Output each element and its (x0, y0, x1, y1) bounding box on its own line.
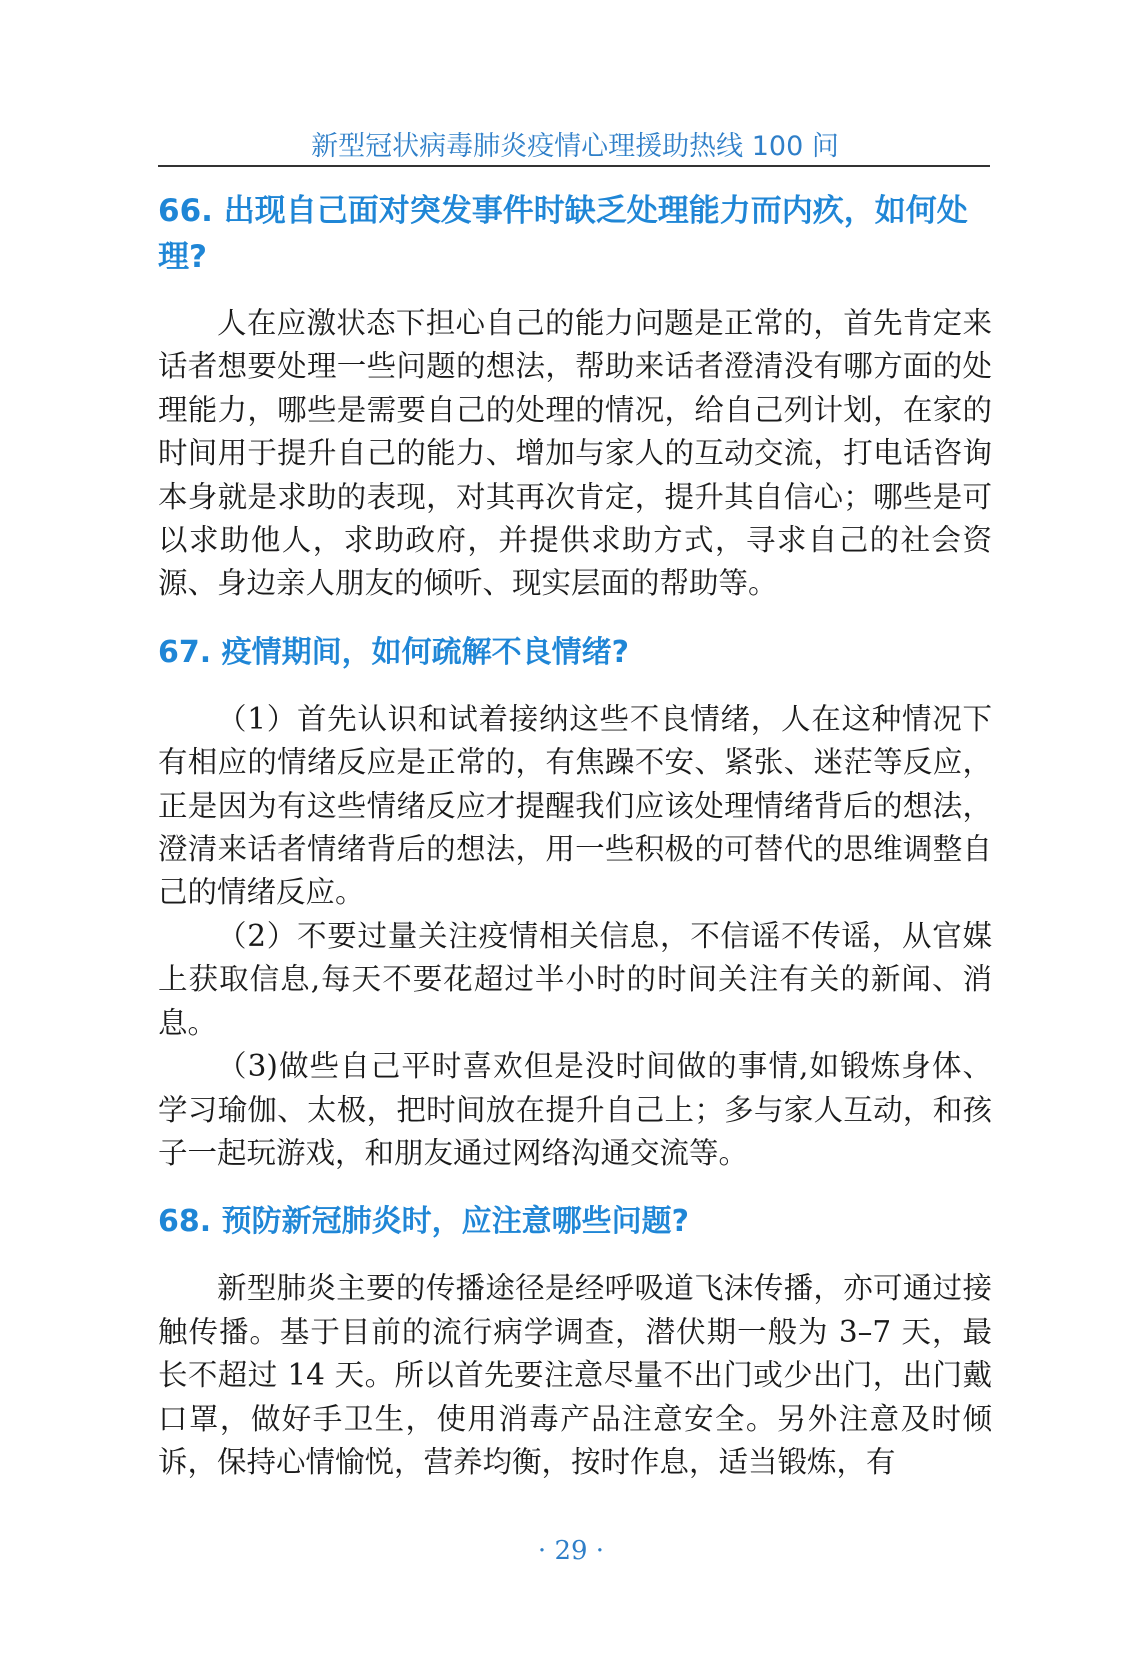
header-divider (158, 165, 990, 167)
answer-67-paragraph-2: （2）不要过量关注疫情相关信息，不信谣不传谣，从官媒上获取信息,每天不要花超过半小时的时间关注有关的新闻、消息。 (158, 918, 992, 1040)
page-body (158, 188, 992, 1484)
answer-67-paragraph-3: （3)做些自己平时喜欢但是没时间做的事情,如锻炼身体、学习瑜伽、太极，把时间放在提升自己上；多与家人互动，和孩子一起玩游戏，和朋友通过网络沟通交流等。 (158, 1049, 992, 1170)
question-66-title: 66. 出现自己面对突发事件时缺乏处理能力而内疚，如何处理? (158, 193, 968, 275)
answer-67-paragraph-1: （1）首先认识和试着接纳这些不良情绪，人在这种情况下有相应的情绪反应是正常的，有焦躁不安、紧张、迷茫等反应，正是因为有这些情绪反应才提醒我们应该处理情绪背后的想法，澄清来话者情绪背后的想法，用一些积极的可替代的思维调整自己的情绪反应。 (158, 701, 992, 910)
spacer (158, 1175, 992, 1199)
page-number: · 29 · (537, 1536, 605, 1566)
spacer (158, 676, 992, 698)
answer-66-paragraph-1: 人在应激状态下担心自己的能力问题是正常的，首先肯定来话者想要处理一些问题的想法，帮助来话者澄清没有哪方面的处理能力，哪些是需要自己的处理的情况，给自己列计划，在家的时间用于提升自己的能力、增加与家人的互动交流，打电话咨询本身就是求助的表现，对其再次肯定，提升其自信心；哪些是可以求助他人，求助政府，并提供求助方式，寻求自己的社会资源、身边亲人朋友的倾听、现实层面的帮助等。 (158, 306, 992, 601)
question-67-title: 67. 疫情期间，如何疏解不良情绪? (158, 634, 629, 670)
spacer (158, 280, 992, 302)
running-header: 新型冠状病毒肺炎疫情心理援助热线 100 问 (311, 131, 839, 162)
spacer (158, 1245, 992, 1267)
question-68-title: 68. 预防新冠肺炎时，应注意哪些问题? (158, 1204, 689, 1240)
answer-68-paragraph-1: 新型肺炎主要的传播途径是经呼吸道飞沫传播，亦可通过接触传播。基于目前的流行病学调查，潜伏期一般为 3–7 天，最长不超过 14 天。所以首先要注意尽量不出门或少出门，出门戴口罩，做好手卫生，使用消毒产品注意安全。另外注意及时倾诉，保持心情愉悦，营养均衡，按时作息，适当锻炼，有 (158, 1271, 992, 1479)
spacer (158, 606, 992, 630)
